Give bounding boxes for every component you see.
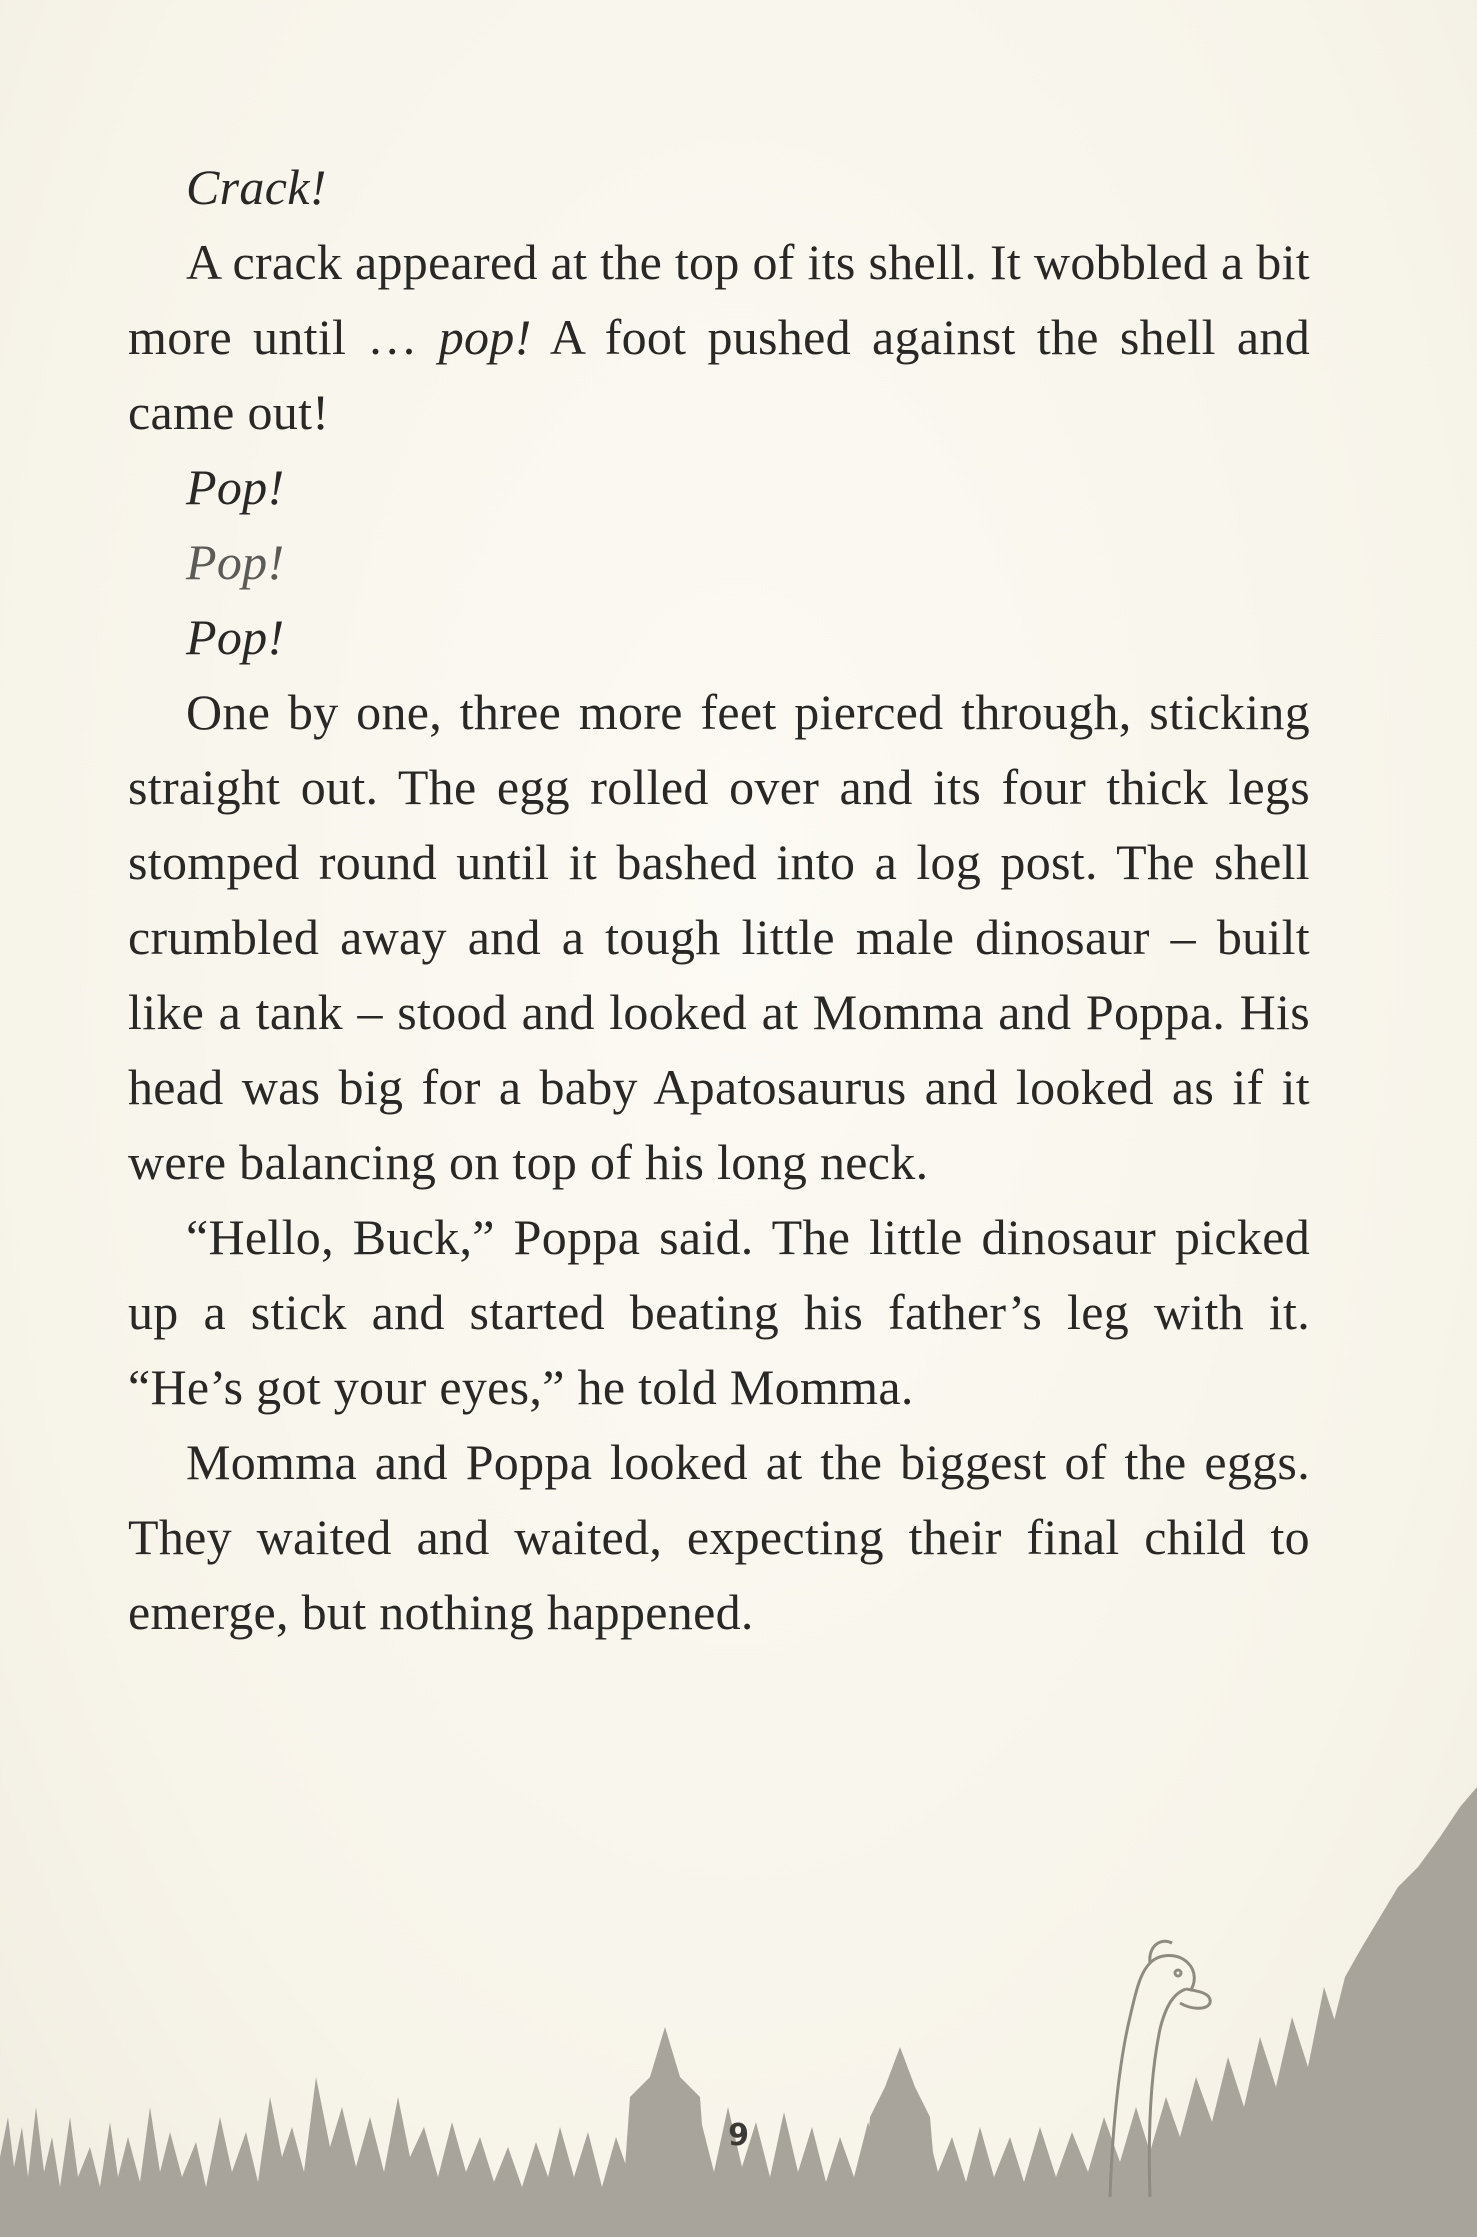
paragraph-crack-part-1: A crack appeared at the top of its shell. It wobbled a bit more until … <box>128 234 1310 365</box>
paragraph-hello-buck: “Hello, Buck,” Poppa said. The little dinosaur picked up a stick and started beating his father’s leg with it. “He’s got your eyes,” he told Momma. <box>128 1209 1310 1415</box>
paragraph-hatching: One by one, three more feet pierced through, sticking straight out. The egg rolled over and its four thick legs stomped round until it bashed into a log post. The shell crumbled away and a tough little male dinosaur – built like a tank – stood and looked at Momma and Poppa. His head was big for a baby Apatosaurus and looked as if it were balancing on top of his long neck. <box>128 684 1310 1190</box>
page-number: 9 <box>728 2118 749 2153</box>
story-text <box>128 150 1310 1650</box>
paragraph-biggest-egg: Momma and Poppa looked at the biggest of the eggs. They waited and waited, expecting their final child to emerge, but nothing happened. <box>128 1434 1310 1640</box>
sound-pop-inline: pop! <box>438 309 532 365</box>
sound-pop-2: Pop! <box>186 534 285 590</box>
paragraph-crack-part-2: A foot pushed against the shell and came out! <box>128 309 1310 440</box>
forest-silhouette-illustration <box>0 1777 1477 2237</box>
sound-pop-1: Pop! <box>186 459 285 515</box>
grass-silhouette <box>0 1817 1477 2237</box>
sound-crack: Crack! <box>186 159 327 215</box>
paragraph-crack <box>128 225 1310 450</box>
sound-pop-3: Pop! <box>186 609 285 665</box>
